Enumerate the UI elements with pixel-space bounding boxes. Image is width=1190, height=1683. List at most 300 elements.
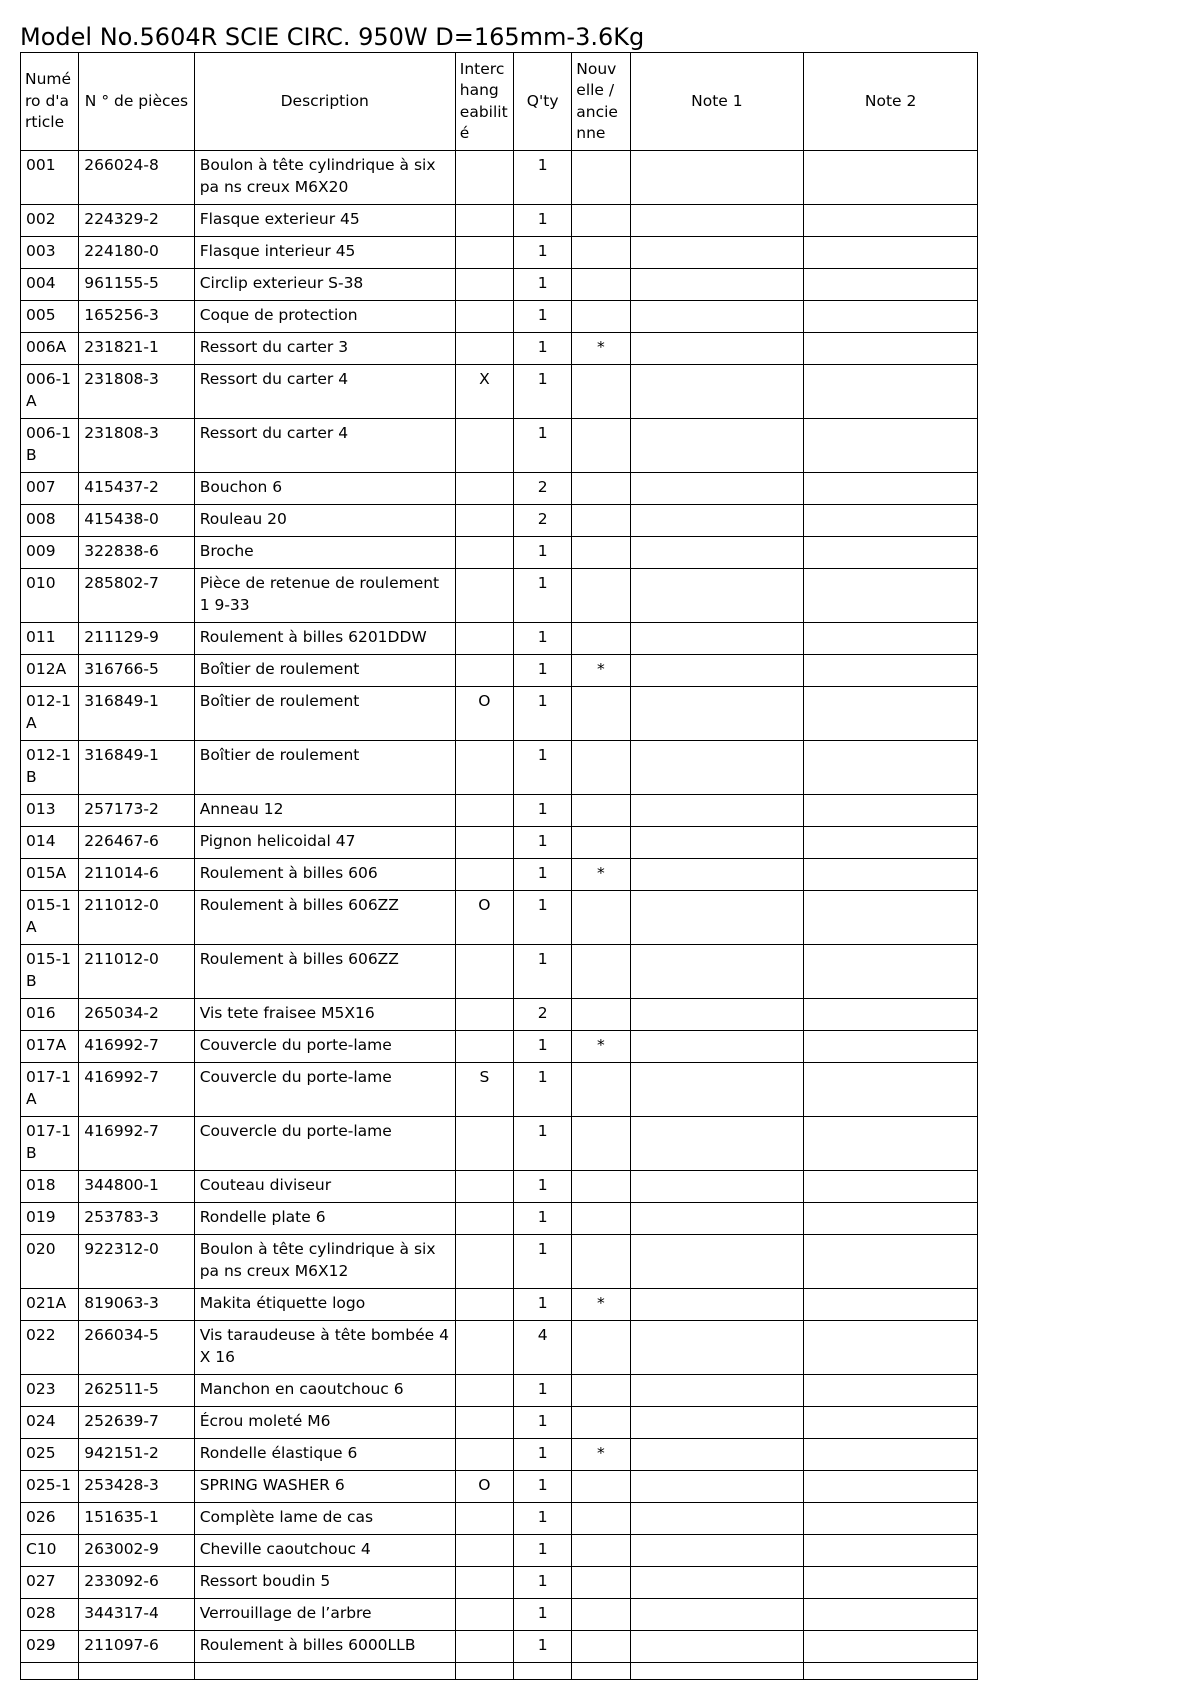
- cell-qty: 1: [514, 623, 572, 655]
- cell-interchangeability: O: [455, 687, 513, 741]
- cell-item-no: 012A: [21, 655, 79, 687]
- cell-part-no: 233092-6: [79, 1567, 194, 1599]
- cell-description: Ressort boudin 5: [194, 1567, 455, 1599]
- cell-note2: [804, 655, 978, 687]
- table-row: [21, 537, 978, 569]
- cell-new-old: [572, 365, 630, 419]
- cell-item-no: 026: [21, 1503, 79, 1535]
- cell-part-no: 226467-6: [79, 827, 194, 859]
- cell-note2: [804, 1063, 978, 1117]
- table-row: [21, 1439, 978, 1471]
- cell-qty: 4: [514, 1321, 572, 1375]
- cell-new-old: [572, 301, 630, 333]
- cell-note1: [630, 623, 804, 655]
- cell-note2: [804, 505, 978, 537]
- cell-note1: [630, 1407, 804, 1439]
- cell-part-no: 231808-3: [79, 365, 194, 419]
- cell-item-no: 021A: [21, 1289, 79, 1321]
- cell-part-no: 151635-1: [79, 1503, 194, 1535]
- table-row: [21, 999, 978, 1031]
- cell-qty: 1: [514, 1631, 572, 1663]
- table-row: [21, 741, 978, 795]
- cell-qty: 2: [514, 999, 572, 1031]
- cell-description: Flasque exterieur 45: [194, 205, 455, 237]
- table-row: [21, 1535, 978, 1567]
- cell-interchangeability: S: [455, 1063, 513, 1117]
- cell-note2: [804, 623, 978, 655]
- cell-description: Ressort du carter 4: [194, 365, 455, 419]
- cell-part-no: 942151-2: [79, 1439, 194, 1471]
- cell-description: Couteau diviseur: [194, 1171, 455, 1203]
- cell-note2: [804, 1503, 978, 1535]
- table-body: [21, 151, 978, 1680]
- cell-new-old: [572, 269, 630, 301]
- cell-qty: 1: [514, 1439, 572, 1471]
- cell-part-no: 316849-1: [79, 687, 194, 741]
- cell-new-old: [572, 537, 630, 569]
- cell-item-no: 013: [21, 795, 79, 827]
- cell-description: Écrou moleté M6: [194, 1407, 455, 1439]
- cell-description: Roulement à billes 6000LLB: [194, 1631, 455, 1663]
- cell-part-no: 316849-1: [79, 741, 194, 795]
- cell-interchangeability: [455, 1631, 513, 1663]
- cell-qty: 1: [514, 569, 572, 623]
- cell-qty: 1: [514, 687, 572, 741]
- cell-qty: 1: [514, 741, 572, 795]
- cell-qty: 1: [514, 1031, 572, 1063]
- cell-interchangeability: [455, 1407, 513, 1439]
- cell-interchangeability: [455, 1599, 513, 1631]
- table-row: [21, 569, 978, 623]
- cell-interchangeability: [455, 1535, 513, 1567]
- cell-note1: [630, 1235, 804, 1289]
- cell-qty: 1: [514, 1375, 572, 1407]
- cell-item-no: 020: [21, 1235, 79, 1289]
- cell-empty: [630, 1663, 804, 1680]
- cell-description: Roulement à billes 606ZZ: [194, 891, 455, 945]
- table-header-row: [21, 53, 978, 151]
- cell-item-no: 006-1 A: [21, 365, 79, 419]
- cell-qty: 1: [514, 333, 572, 365]
- cell-note2: [804, 1439, 978, 1471]
- cell-qty: 1: [514, 1171, 572, 1203]
- cell-part-no: 211014-6: [79, 859, 194, 891]
- cell-new-old: *: [572, 333, 630, 365]
- cell-new-old: [572, 795, 630, 827]
- cell-part-no: 211012-0: [79, 945, 194, 999]
- cell-description: Rondelle plate 6: [194, 1203, 455, 1235]
- table-row: [21, 1235, 978, 1289]
- cell-part-no: 961155-5: [79, 269, 194, 301]
- table-row: [21, 623, 978, 655]
- cell-note1: [630, 151, 804, 205]
- cell-new-old: [572, 1235, 630, 1289]
- cell-note1: [630, 419, 804, 473]
- table-row: [21, 859, 978, 891]
- cell-item-no: 028: [21, 1599, 79, 1631]
- table-row: [21, 333, 978, 365]
- cell-note1: [630, 1439, 804, 1471]
- cell-part-no: 344317-4: [79, 1599, 194, 1631]
- cell-interchangeability: [455, 795, 513, 827]
- cell-note2: [804, 741, 978, 795]
- cell-qty: 1: [514, 1407, 572, 1439]
- cell-new-old: *: [572, 655, 630, 687]
- cell-item-no: 022: [21, 1321, 79, 1375]
- table-row: [21, 945, 978, 999]
- cell-description: Complète lame de cas: [194, 1503, 455, 1535]
- cell-part-no: 922312-0: [79, 1235, 194, 1289]
- cell-qty: 1: [514, 827, 572, 859]
- table-row: [21, 1471, 978, 1503]
- cell-note1: [630, 537, 804, 569]
- cell-interchangeability: [455, 151, 513, 205]
- cell-description: Boulon à tête cylindrique à six pa ns creux M6X12: [194, 1235, 455, 1289]
- cell-description: Roulement à billes 606: [194, 859, 455, 891]
- cell-item-no: 010: [21, 569, 79, 623]
- cell-qty: 1: [514, 269, 572, 301]
- cell-interchangeability: [455, 1567, 513, 1599]
- cell-note2: [804, 269, 978, 301]
- cell-note1: [630, 1171, 804, 1203]
- cell-note1: [630, 741, 804, 795]
- cell-part-no: 231808-3: [79, 419, 194, 473]
- cell-new-old: [572, 1203, 630, 1235]
- cell-description: Couvercle du porte-lame: [194, 1117, 455, 1171]
- cell-interchangeability: [455, 569, 513, 623]
- cell-part-no: 252639-7: [79, 1407, 194, 1439]
- cell-item-no: 017-1 B: [21, 1117, 79, 1171]
- table-row: [21, 1407, 978, 1439]
- cell-note1: [630, 827, 804, 859]
- cell-part-no: 211012-0: [79, 891, 194, 945]
- cell-note2: [804, 1235, 978, 1289]
- table-row: [21, 1031, 978, 1063]
- cell-item-no: 015-1 A: [21, 891, 79, 945]
- cell-part-no: 415437-2: [79, 473, 194, 505]
- cell-note2: [804, 827, 978, 859]
- table-row: [21, 1375, 978, 1407]
- cell-part-no: 316766-5: [79, 655, 194, 687]
- table-row: [21, 419, 978, 473]
- header-note2: Note 2: [804, 53, 978, 151]
- cell-interchangeability: [455, 1375, 513, 1407]
- cell-item-no: 003: [21, 237, 79, 269]
- cell-item-no: 014: [21, 827, 79, 859]
- cell-new-old: [572, 1631, 630, 1663]
- cell-note2: [804, 419, 978, 473]
- header-item-no: Numé ro d'a rticle: [21, 53, 79, 151]
- cell-interchangeability: [455, 1031, 513, 1063]
- cell-note1: [630, 205, 804, 237]
- header-new-old: Nouv elle / ancie nne: [572, 53, 630, 151]
- cell-new-old: [572, 1407, 630, 1439]
- cell-description: SPRING WASHER 6: [194, 1471, 455, 1503]
- cell-interchangeability: [455, 1117, 513, 1171]
- cell-interchangeability: [455, 333, 513, 365]
- cell-interchangeability: [455, 237, 513, 269]
- cell-new-old: [572, 1321, 630, 1375]
- cell-interchangeability: [455, 1235, 513, 1289]
- cell-description: Vis tete fraisee M5X16: [194, 999, 455, 1031]
- cell-description: Boîtier de roulement: [194, 655, 455, 687]
- cell-item-no: 011: [21, 623, 79, 655]
- cell-part-no: 266024-8: [79, 151, 194, 205]
- cell-item-no: 004: [21, 269, 79, 301]
- cell-item-no: 001: [21, 151, 79, 205]
- cell-new-old: [572, 1117, 630, 1171]
- table-row: [21, 505, 978, 537]
- cell-note2: [804, 365, 978, 419]
- cell-item-no: 006A: [21, 333, 79, 365]
- table-row: [21, 1203, 978, 1235]
- table-row: [21, 1503, 978, 1535]
- cell-new-old: [572, 1535, 630, 1567]
- table-row: [21, 1289, 978, 1321]
- cell-item-no: 012-1 B: [21, 741, 79, 795]
- cell-qty: 1: [514, 365, 572, 419]
- cell-item-no: 008: [21, 505, 79, 537]
- cell-item-no: 007: [21, 473, 79, 505]
- cell-note1: [630, 365, 804, 419]
- table-row: [21, 205, 978, 237]
- cell-item-no: 005: [21, 301, 79, 333]
- cell-description: Couvercle du porte-lame: [194, 1063, 455, 1117]
- cell-note2: [804, 537, 978, 569]
- cell-description: Rouleau 20: [194, 505, 455, 537]
- cell-note2: [804, 1203, 978, 1235]
- cell-note1: [630, 1117, 804, 1171]
- cell-note2: [804, 1289, 978, 1321]
- table-row: [21, 269, 978, 301]
- cell-item-no: 025: [21, 1439, 79, 1471]
- cell-note1: [630, 333, 804, 365]
- cell-note2: [804, 859, 978, 891]
- table-row: [21, 151, 978, 205]
- cell-qty: 1: [514, 301, 572, 333]
- cell-part-no: 265034-2: [79, 999, 194, 1031]
- cell-interchangeability: [455, 741, 513, 795]
- cell-interchangeability: [455, 945, 513, 999]
- cell-note1: [630, 859, 804, 891]
- cell-description: Roulement à billes 606ZZ: [194, 945, 455, 999]
- table-row: [21, 1171, 978, 1203]
- table-row: [21, 687, 978, 741]
- cell-qty: 1: [514, 419, 572, 473]
- table-row: [21, 891, 978, 945]
- cell-description: Circlip exterieur S-38: [194, 269, 455, 301]
- cell-description: Flasque interieur 45: [194, 237, 455, 269]
- header-part-no: N ° de pièces: [79, 53, 194, 151]
- cell-new-old: [572, 891, 630, 945]
- cell-interchangeability: [455, 537, 513, 569]
- table-row: [21, 1321, 978, 1375]
- cell-note1: [630, 1471, 804, 1503]
- table-row: [21, 473, 978, 505]
- cell-note1: [630, 687, 804, 741]
- cell-item-no: 015A: [21, 859, 79, 891]
- cell-qty: 1: [514, 795, 572, 827]
- cell-qty: 1: [514, 537, 572, 569]
- cell-new-old: [572, 945, 630, 999]
- cell-qty: 1: [514, 1503, 572, 1535]
- cell-part-no: 266034-5: [79, 1321, 194, 1375]
- table-row: [21, 1599, 978, 1631]
- cell-item-no: 016: [21, 999, 79, 1031]
- cell-item-no: 027: [21, 1567, 79, 1599]
- cell-note2: [804, 333, 978, 365]
- cell-item-no: 009: [21, 537, 79, 569]
- cell-note1: [630, 999, 804, 1031]
- cell-note2: [804, 473, 978, 505]
- cell-description: Anneau 12: [194, 795, 455, 827]
- cell-note1: [630, 1321, 804, 1375]
- cell-interchangeability: [455, 1203, 513, 1235]
- table-row: [21, 655, 978, 687]
- document-title: Model No.5604R SCIE CIRC. 950W D=165mm-3.6Kg: [20, 23, 645, 51]
- cell-new-old: *: [572, 1031, 630, 1063]
- cell-note1: [630, 1375, 804, 1407]
- cell-note1: [630, 505, 804, 537]
- cell-part-no: 257173-2: [79, 795, 194, 827]
- cell-item-no: 017-1 A: [21, 1063, 79, 1117]
- cell-item-no: 006-1 B: [21, 419, 79, 473]
- cell-empty: [21, 1663, 79, 1680]
- table-row-cutoff: [21, 1663, 978, 1680]
- cell-note2: [804, 1171, 978, 1203]
- cell-interchangeability: [455, 1321, 513, 1375]
- cell-item-no: 023: [21, 1375, 79, 1407]
- cell-description: Rondelle élastique 6: [194, 1439, 455, 1471]
- cell-note1: [630, 1289, 804, 1321]
- cell-note2: [804, 1321, 978, 1375]
- cell-item-no: 019: [21, 1203, 79, 1235]
- cell-new-old: [572, 1567, 630, 1599]
- cell-part-no: 253428-3: [79, 1471, 194, 1503]
- cell-item-no: 017A: [21, 1031, 79, 1063]
- cell-new-old: [572, 1503, 630, 1535]
- cell-description: Vis taraudeuse à tête bombée 4X 16: [194, 1321, 455, 1375]
- table-row: [21, 795, 978, 827]
- cell-note1: [630, 1503, 804, 1535]
- cell-new-old: [572, 569, 630, 623]
- cell-note2: [804, 237, 978, 269]
- cell-qty: 1: [514, 205, 572, 237]
- cell-new-old: *: [572, 1289, 630, 1321]
- cell-new-old: [572, 687, 630, 741]
- cell-qty: 1: [514, 891, 572, 945]
- cell-interchangeability: [455, 205, 513, 237]
- cell-note2: [804, 205, 978, 237]
- cell-description: Pignon helicoidal 47: [194, 827, 455, 859]
- cell-qty: 1: [514, 859, 572, 891]
- cell-qty: 1: [514, 237, 572, 269]
- cell-part-no: 224329-2: [79, 205, 194, 237]
- cell-description: Couvercle du porte-lame: [194, 1031, 455, 1063]
- cell-note2: [804, 1535, 978, 1567]
- cell-note2: [804, 1471, 978, 1503]
- cell-description: Cheville caoutchouc 4: [194, 1535, 455, 1567]
- cell-description: Boîtier de roulement: [194, 687, 455, 741]
- cell-qty: 1: [514, 1599, 572, 1631]
- cell-note1: [630, 795, 804, 827]
- cell-note2: [804, 945, 978, 999]
- header-qty: Q'ty: [514, 53, 572, 151]
- cell-description: Ressort du carter 4: [194, 419, 455, 473]
- cell-note2: [804, 569, 978, 623]
- cell-qty: 1: [514, 1567, 572, 1599]
- cell-note2: [804, 687, 978, 741]
- cell-note1: [630, 1535, 804, 1567]
- table-row: [21, 1631, 978, 1663]
- cell-qty: 1: [514, 1289, 572, 1321]
- cell-note2: [804, 999, 978, 1031]
- cell-new-old: *: [572, 1439, 630, 1471]
- cell-item-no: C10: [21, 1535, 79, 1567]
- cell-part-no: 322838-6: [79, 537, 194, 569]
- cell-interchangeability: [455, 419, 513, 473]
- cell-new-old: *: [572, 859, 630, 891]
- cell-interchangeability: [455, 505, 513, 537]
- cell-description: Bouchon 6: [194, 473, 455, 505]
- cell-description: Coque de protection: [194, 301, 455, 333]
- cell-new-old: [572, 237, 630, 269]
- cell-part-no: 819063-3: [79, 1289, 194, 1321]
- cell-note1: [630, 891, 804, 945]
- table-row: [21, 1063, 978, 1117]
- cell-qty: 1: [514, 1535, 572, 1567]
- cell-interchangeability: [455, 473, 513, 505]
- cell-part-no: 416992-7: [79, 1117, 194, 1171]
- cell-note1: [630, 1203, 804, 1235]
- cell-qty: 1: [514, 1063, 572, 1117]
- cell-part-no: 416992-7: [79, 1063, 194, 1117]
- cell-interchangeability: [455, 859, 513, 891]
- cell-note2: [804, 301, 978, 333]
- cell-qty: 2: [514, 505, 572, 537]
- cell-interchangeability: [455, 269, 513, 301]
- cell-note1: [630, 569, 804, 623]
- cell-note2: [804, 1031, 978, 1063]
- cell-item-no: 024: [21, 1407, 79, 1439]
- cell-interchangeability: [455, 1171, 513, 1203]
- cell-qty: 1: [514, 1117, 572, 1171]
- cell-part-no: 253783-3: [79, 1203, 194, 1235]
- cell-new-old: [572, 741, 630, 795]
- cell-part-no: 285802-7: [79, 569, 194, 623]
- cell-description: Ressort du carter 3: [194, 333, 455, 365]
- cell-part-no: 262511-5: [79, 1375, 194, 1407]
- cell-qty: 1: [514, 655, 572, 687]
- cell-new-old: [572, 827, 630, 859]
- table-row: [21, 365, 978, 419]
- cell-description: Pièce de retenue de roulement 1 9-33: [194, 569, 455, 623]
- cell-part-no: 231821-1: [79, 333, 194, 365]
- cell-empty: [79, 1663, 194, 1680]
- cell-interchangeability: [455, 1503, 513, 1535]
- cell-note1: [630, 655, 804, 687]
- cell-note1: [630, 301, 804, 333]
- header-note1: Note 1: [630, 53, 804, 151]
- cell-interchangeability: [455, 655, 513, 687]
- cell-new-old: [572, 1375, 630, 1407]
- cell-part-no: 344800-1: [79, 1171, 194, 1203]
- cell-item-no: 029: [21, 1631, 79, 1663]
- table-row: [21, 827, 978, 859]
- cell-item-no: 015-1 B: [21, 945, 79, 999]
- cell-empty: [514, 1663, 572, 1680]
- cell-interchangeability: O: [455, 1471, 513, 1503]
